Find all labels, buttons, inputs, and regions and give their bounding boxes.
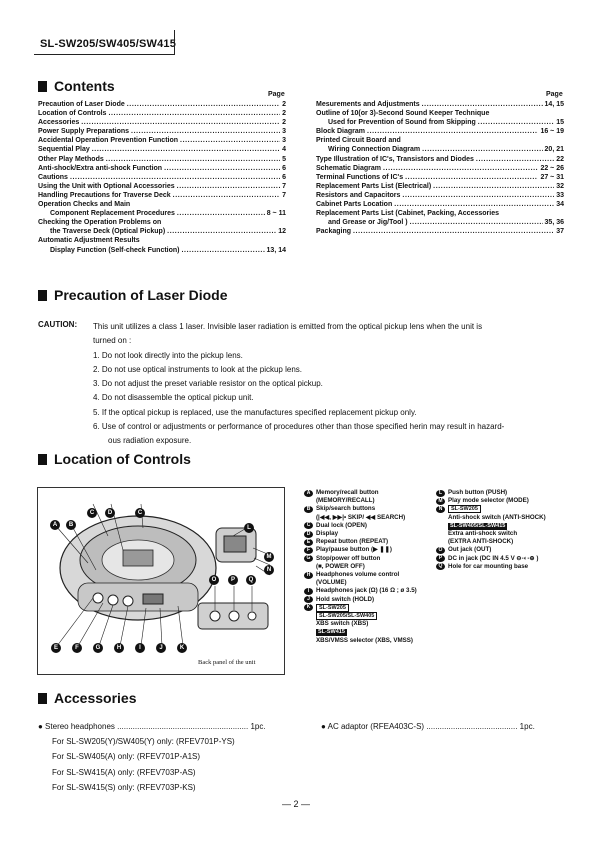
- callout-d: D: [105, 508, 115, 518]
- toc-entry-page: 33: [556, 191, 564, 199]
- control-legend-text: Hold switch (HOLD): [316, 595, 375, 603]
- callout-l: L: [244, 523, 254, 533]
- toc-entry: [316, 155, 564, 164]
- contents-page-label-right: Page: [546, 91, 563, 98]
- toc-entry: [38, 109, 286, 118]
- callout-p: P: [228, 575, 238, 585]
- control-legend-text: (VOLUME): [316, 579, 347, 587]
- toc-entry-title: Schematic Diagram: [316, 164, 381, 172]
- control-legend-text: Play/pause button (▶ ❚❚): [316, 546, 392, 554]
- callout-e: E: [51, 643, 61, 653]
- toc-entry-page: 16 ~ 19: [540, 128, 564, 136]
- toc-entry: [38, 227, 286, 236]
- controls-list-col2: [436, 489, 566, 571]
- toc-entry: [316, 200, 564, 209]
- callout-badge: H: [304, 572, 313, 579]
- toc-entry: [38, 191, 286, 200]
- toc-entry: [316, 182, 564, 191]
- callout-badge: Q: [436, 563, 445, 570]
- control-legend-text: Extra anti-shock switch: [448, 530, 518, 538]
- accessories-right: ● AC adaptor (RFEA403C-S) ......................................... 1pc.: [321, 722, 535, 731]
- caution-item-continuation: ous radiation exposure.: [108, 436, 192, 446]
- control-legend-item: [304, 514, 428, 522]
- toc-entry: [316, 100, 564, 109]
- toc-entry-page: 2: [282, 110, 286, 118]
- control-legend-text: Headphones volume control: [316, 571, 400, 579]
- control-legend-text: SL-SW205: [448, 505, 481, 513]
- callout-c: C: [135, 508, 145, 518]
- toc-entry-title: Accidental Operation Prevention Function: [38, 137, 179, 145]
- toc-entry: [316, 136, 564, 145]
- control-legend-item: [304, 596, 428, 604]
- control-legend-item: [304, 628, 428, 636]
- callout-badge: J: [304, 596, 313, 603]
- caution-item: 5. If the optical pickup is replaced, use the manufactures specified replacement pickup only.: [93, 407, 417, 417]
- toc-entry-page: 3: [282, 137, 286, 145]
- toc-leader-dots: [180, 136, 280, 145]
- callout-badge: L: [436, 490, 445, 497]
- toc-entry-page: 35, 36: [544, 219, 564, 227]
- section-square-icon: [38, 454, 47, 465]
- control-legend-text: Headphones jack (Ω) (16 Ω ; ø 3.5): [316, 587, 417, 595]
- toc-entry-title: Type Illustration of IC's, Transistors and Diodes: [316, 155, 474, 163]
- toc-entry: [38, 164, 286, 173]
- toc-leader-dots: [476, 155, 554, 164]
- toc-leader-dots: [405, 173, 538, 182]
- toc-entry-title: Precaution of Laser Diode: [38, 101, 125, 108]
- toc-entry-page: 5: [282, 155, 286, 163]
- toc-leader-dots: [127, 100, 280, 109]
- back-panel-caption: Back panel of the unit: [198, 659, 256, 666]
- toc-entry-page: 15: [556, 119, 564, 127]
- section-square-icon: [38, 693, 47, 704]
- toc-entry-page: 3: [282, 128, 286, 136]
- control-legend-text: Skip/search buttons: [316, 505, 376, 513]
- toc-entry-title: Mesurements and Adjustments: [316, 101, 420, 108]
- toc-entry-page: 7: [282, 191, 286, 199]
- accessory-line: For SL-SW205(Y)/SW405(Y) only: (RFEV701P-YS): [52, 737, 235, 747]
- callout-badge: N: [436, 506, 445, 513]
- control-legend-item: [304, 620, 428, 628]
- toc-leader-dots: [433, 182, 554, 191]
- control-legend-text: Dual lock (OPEN): [316, 521, 367, 529]
- toc-entry: [38, 155, 286, 164]
- laser-heading: [38, 287, 227, 303]
- toc-entry: [316, 118, 564, 127]
- toc-entry-title: Accessories: [38, 119, 80, 127]
- caution-intro-line2: turned on :: [93, 336, 132, 346]
- control-legend-text: Memory/recall button: [316, 489, 379, 496]
- toc-entry: [38, 236, 286, 245]
- controls-list-col1: [304, 489, 428, 645]
- toc-entry-title: Location of Controls: [38, 110, 107, 118]
- toc-entry-page: 2: [282, 119, 286, 127]
- control-legend-item: [436, 522, 566, 530]
- contents-page-label-left: Page: [268, 91, 285, 98]
- accessory-line: For SL-SW405(A) only: (RFEV701P-A1S): [52, 752, 201, 762]
- control-legend-text: Display: [316, 530, 339, 538]
- control-legend-item: [304, 637, 428, 645]
- caution-item: 3. Do not adjust the preset variable resistor on the optical pickup.: [93, 379, 323, 389]
- toc-leader-dots: [410, 218, 543, 227]
- callout-j: J: [156, 643, 166, 653]
- toc-entry-page: 6: [282, 164, 286, 172]
- control-legend-item: [304, 587, 428, 595]
- toc-entry-title: Used for Prevention of Sound from Skipping: [328, 119, 476, 127]
- toc-entry-page: 32: [556, 182, 564, 190]
- callout-g: G: [93, 643, 103, 653]
- toc-leader-dots: [182, 246, 265, 255]
- contents-right-column: [316, 100, 564, 236]
- toc-entry-title: Other Play Methods: [38, 155, 104, 163]
- control-legend-item: [304, 571, 428, 579]
- control-legend-item: [304, 579, 428, 587]
- toc-entry-title: Cautions: [38, 173, 68, 181]
- toc-entry: [316, 164, 564, 173]
- toc-entry: [316, 191, 564, 200]
- caution-intro-line1: This unit utilizes a class 1 laser. Invisible laser radiation is emitted from the optical pickup lens when the unit is: [93, 322, 483, 331]
- control-legend-text: SL-SW205/SL-SW405: [316, 612, 377, 620]
- toc-entry-page: 20, 21: [544, 146, 564, 154]
- toc-entry: [38, 136, 286, 145]
- callout-badge: C: [304, 522, 313, 529]
- toc-leader-dots: [422, 100, 543, 109]
- toc-entry-title: Automatic Adjustment Results: [38, 237, 140, 245]
- callout-f: F: [72, 643, 82, 653]
- toc-entry-page: 14, 15: [544, 101, 564, 108]
- callout-badge: M: [436, 498, 445, 505]
- control-legend-text: XBS switch (XBS): [316, 620, 369, 628]
- callout-a: A: [50, 520, 60, 530]
- toc-entry-title: Sequential Play: [38, 146, 90, 154]
- callout-badge: E: [304, 539, 313, 546]
- callout-badge: F: [304, 547, 313, 554]
- control-legend-text: (■, POWER OFF): [316, 562, 365, 570]
- toc-leader-dots: [353, 227, 554, 236]
- callout-badge: B: [304, 506, 313, 513]
- control-legend-item: [436, 555, 566, 563]
- callout-badge: D: [304, 531, 313, 538]
- toc-leader-dots: [478, 118, 554, 127]
- accessories-title: Accessories: [54, 690, 137, 706]
- toc-leader-dots: [394, 200, 554, 209]
- location-title: Location of Controls: [54, 451, 191, 467]
- toc-entry-title: Anti-shock/Extra anti-shock Function: [38, 164, 163, 172]
- toc-entry-title: Resistors and Capacitors: [316, 191, 401, 199]
- control-legend-item: [436, 530, 566, 538]
- callout-badge: A: [304, 490, 313, 497]
- control-legend-text: Push button (PUSH): [448, 489, 508, 496]
- toc-leader-dots: [81, 118, 280, 127]
- caution-item: 4. Do not disassemble the optical pickup unit.: [93, 393, 254, 403]
- callout-m: M: [264, 552, 274, 562]
- toc-entry-page: 22: [556, 155, 564, 163]
- toc-entry: [316, 227, 564, 236]
- toc-entry: [38, 145, 286, 154]
- toc-entry-title: Display Function (Self-check Function): [50, 246, 180, 254]
- toc-entry: [316, 218, 564, 227]
- accessories-left: [38, 719, 266, 795]
- toc-entry: [38, 200, 286, 209]
- toc-leader-dots: [177, 209, 265, 218]
- control-legend-text: DC in jack (DC IN 4.5 V ⊖-◐-⊕ ): [448, 554, 539, 562]
- control-legend-text: Play mode selector (MODE): [448, 497, 529, 505]
- toc-entry-title: Cabinet Parts Location: [316, 201, 393, 209]
- toc-leader-dots: [92, 145, 280, 154]
- control-legend-text: Repeat button (REPEAT): [316, 538, 389, 546]
- toc-leader-dots: [106, 155, 280, 164]
- toc-entry-title: and Grease or Jig/Tool ): [328, 219, 408, 227]
- callout-k: K: [177, 643, 187, 653]
- callout-h: H: [114, 643, 124, 653]
- control-legend-item: [304, 505, 428, 513]
- toc-entry-title: Handling Precautions for Traverse Deck: [38, 191, 171, 199]
- toc-entry: [316, 209, 564, 218]
- control-legend-text: Anti-shock switch (ANTI-SHOCK): [448, 513, 546, 521]
- control-legend-item: [304, 530, 428, 538]
- control-legend-text: (MEMORY/RECALL): [316, 497, 375, 505]
- toc-leader-dots: [367, 127, 538, 136]
- control-legend-item: [304, 612, 428, 620]
- control-legend-item: [304, 538, 428, 546]
- toc-entry-page: 34: [556, 201, 564, 209]
- caution-label: CAUTION:: [38, 320, 78, 329]
- toc-entry-title: Block Diagram: [316, 128, 366, 136]
- toc-entry: [316, 109, 564, 118]
- toc-entry: [316, 127, 564, 136]
- control-legend-text: SL-SW405/SL-SW415: [450, 522, 506, 529]
- toc-entry-title: Replacement Parts List (Cabinet, Packing, Accessories: [316, 210, 499, 218]
- toc-entry: [316, 145, 564, 154]
- toc-entry-page: 13, 14: [266, 246, 286, 254]
- accessory-line: For SL-SW415(S) only: (RFEV703P-KS): [52, 782, 196, 792]
- toc-entry-page: 37: [556, 228, 564, 236]
- contents-left-column: [38, 100, 286, 255]
- control-legend-item: [436, 546, 566, 554]
- toc-entry: [38, 246, 286, 255]
- caution-text: [93, 320, 563, 449]
- caution-item: 2. Do not use optical instruments to look at the pickup lens.: [93, 364, 303, 374]
- control-legend-text: Out jack (OUT): [448, 546, 492, 554]
- toc-entry-title: Using the Unit with Optional Accessories: [38, 182, 175, 190]
- contents-title: Contents: [54, 78, 115, 94]
- control-legend-item: [304, 497, 428, 505]
- control-legend-text: (EXTRA ANTI-SHOCK): [448, 538, 514, 546]
- toc-entry-title: Checking the Operation Problems on: [38, 219, 162, 227]
- toc-entry: [38, 127, 286, 136]
- control-legend-item: [436, 497, 566, 505]
- toc-entry: [38, 209, 286, 218]
- callout-badge: G: [304, 555, 313, 562]
- toc-entry-title: Wiring Connection Diagram: [328, 146, 421, 154]
- toc-leader-dots: [131, 127, 280, 136]
- control-legend-item: [304, 546, 428, 554]
- control-legend-item: [304, 555, 428, 563]
- toc-entry-page: 4: [282, 146, 286, 154]
- toc-leader-dots: [70, 173, 280, 182]
- toc-entry-page: 8 ~ 11: [266, 210, 286, 218]
- contents-heading: [38, 78, 115, 94]
- toc-leader-dots: [167, 227, 276, 236]
- control-legend-text: XBS/VMSS selector (XBS, VMSS): [316, 636, 413, 644]
- control-legend-item: [436, 563, 566, 571]
- header-rule: [34, 54, 174, 55]
- toc-entry-page: 22 ~ 26: [540, 164, 564, 172]
- callout-o: O: [209, 575, 219, 585]
- toc-entry: [316, 173, 564, 182]
- toc-entry-title: Packaging: [316, 228, 352, 236]
- caution-item: 1. Do not look directly into the pickup lens.: [93, 350, 243, 360]
- toc-leader-dots: [422, 145, 542, 154]
- toc-entry: [38, 182, 286, 191]
- caution-item: 6. Use of control or adjustments or performance of procedures other than those specified herin may result in hazard-: [93, 422, 505, 432]
- control-legend-item: [436, 538, 566, 546]
- toc-entry: [38, 100, 286, 109]
- control-legend-item: [304, 604, 428, 612]
- callout-i: I: [135, 643, 145, 653]
- toc-entry-title: Replacement Parts List (Electrical): [316, 182, 432, 190]
- accessory-line: For SL-SW415(A) only: (RFEV703P-AS): [52, 767, 196, 777]
- toc-entry: [38, 173, 286, 182]
- control-legend-item: [436, 489, 566, 497]
- toc-leader-dots: [383, 164, 538, 173]
- control-legend-item: [304, 489, 428, 497]
- header-vrule: [174, 30, 175, 55]
- toc-entry-page: 2: [282, 101, 286, 108]
- callout-badge: K: [304, 604, 313, 611]
- control-legend-text: SL-SW415: [318, 629, 345, 636]
- toc-entry: [38, 218, 286, 227]
- toc-entry-page: 7: [282, 182, 286, 190]
- control-legend-text: SL-SW205: [316, 604, 349, 612]
- accessories-heading: [38, 690, 137, 706]
- control-legend-item: [304, 563, 428, 571]
- toc-entry-title: Outline of 10(or 3)-Second Sound Keeper Technique: [316, 110, 490, 118]
- section-square-icon: [38, 81, 47, 92]
- control-legend-text: Hole for car mounting base: [448, 562, 529, 570]
- control-legend-text: Stop/power off button: [316, 554, 381, 562]
- toc-entry-page: 6: [282, 173, 286, 181]
- toc-leader-dots: [108, 109, 280, 118]
- toc-entry-title: Terminal Functions of IC's: [316, 173, 404, 181]
- control-legend-item: [436, 514, 566, 522]
- toc-leader-dots: [164, 164, 280, 173]
- toc-entry-page: 12: [278, 228, 286, 236]
- control-legend-item: [436, 505, 566, 513]
- callout-badge: P: [436, 555, 445, 562]
- toc-entry-title: Printed Circuit Board and: [316, 137, 401, 145]
- toc-entry-title: Power Supply Preparations: [38, 128, 130, 136]
- page-number: — 2 —: [282, 799, 311, 809]
- accessory-line: ● Stereo headphones ........................................................... 1pc.: [38, 722, 266, 731]
- section-square-icon: [38, 290, 47, 301]
- callout-badge: O: [436, 547, 445, 554]
- callout-n: N: [264, 565, 274, 575]
- control-legend-item: [304, 522, 428, 530]
- callout-c: C: [87, 508, 97, 518]
- model-header: SL-SW205/SW405/SW415: [40, 38, 177, 50]
- laser-title: Precaution of Laser Diode: [54, 287, 228, 303]
- callout-b: B: [66, 520, 76, 530]
- location-heading: [38, 451, 191, 467]
- control-legend-text: (|◀◀, ▶▶|• SKIP/ ◀◀ SEARCH): [316, 513, 406, 521]
- toc-entry-title: the Traverse Deck (Optical Pickup): [50, 228, 166, 236]
- toc-entry-page: 27 ~ 31: [540, 173, 564, 181]
- toc-leader-dots: [177, 182, 280, 191]
- toc-entry: [38, 118, 286, 127]
- toc-entry-title: Component Replacement Procedures: [50, 210, 175, 218]
- callout-badge: I: [304, 588, 313, 595]
- toc-leader-dots: [402, 191, 554, 200]
- callout-q: Q: [246, 575, 256, 585]
- toc-entry-title: Operation Checks and Main: [38, 201, 131, 209]
- toc-leader-dots: [173, 191, 280, 200]
